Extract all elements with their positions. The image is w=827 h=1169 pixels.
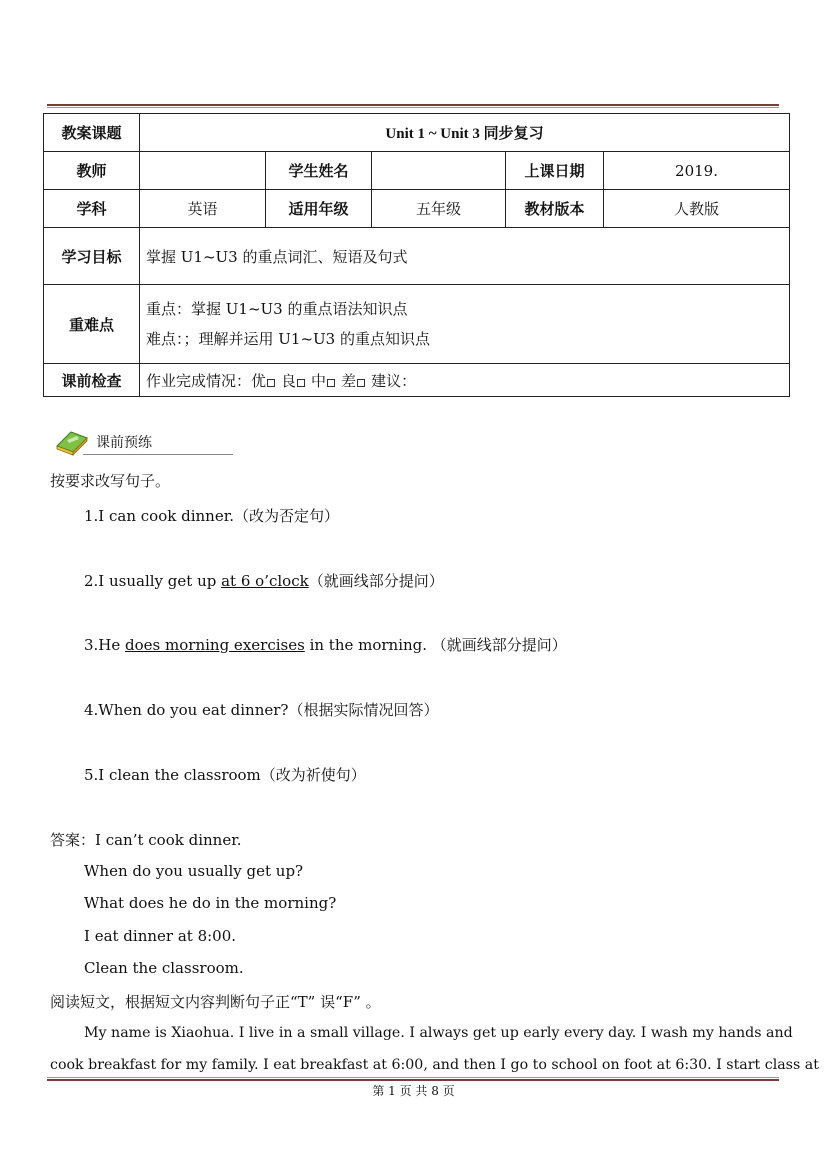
check-option-fair: 中 [311,371,327,390]
lesson-plan-table [43,113,790,397]
key-label: 重难点 [44,285,140,364]
edition-value: 人教版 [604,190,790,228]
title-label: 教案课题 [44,114,140,152]
section-title: 课前预练 [96,435,152,451]
pencil-book-icon [53,428,93,456]
checkbox-good[interactable] [297,379,305,387]
bottom-rule [47,1077,779,1081]
section-header [53,428,193,456]
answers-label: 答案： [50,831,96,849]
question-4: 4.When do you eat dinner?（根据实际情况回答） [84,701,439,719]
check-suffix: 建议： [371,371,417,390]
goal-label: 学习目标 [44,228,140,285]
difficult-point: 难点：；理解并运用 U1~U3 的重点知识点 [146,330,430,348]
answer-3: What does he do in the morning? [84,894,337,912]
question-3: 3.He does morning exercises in the morning. （就画线部分提问） [84,636,567,654]
answer-5: Clean the classroom. [84,959,244,977]
grade-label: 适用年级 [266,190,372,228]
check-prefix: 作业完成情况： [146,371,252,390]
edition-label: 教材版本 [506,190,604,228]
date-value: 2019. [604,152,790,190]
check-option-poor: 差 [341,371,357,390]
lesson-title: Unit 1 ~ Unit 3 同步复习 [140,114,790,152]
checkbox-poor[interactable] [357,379,365,387]
q2-underlined: at 6 o’clock [221,572,309,590]
subject-label: 学科 [44,190,140,228]
q3-underlined: does morning exercises [125,636,305,654]
page-footer: 第 1 页 共 8 页 [372,1084,455,1098]
student-value [372,152,506,190]
check-option-good: 良 [281,371,297,390]
student-label: 学生姓名 [266,152,372,190]
check-label: 课前检查 [44,364,140,397]
reading-line-1: My name is Xiaohua. I live in a small village. I always get up early every day. I wash my hands and [84,1025,793,1041]
goal-value: 掌握 U1~U3 的重点词汇、短语及句式 [140,228,790,285]
key-point: 重点：掌握 U1~U3 的重点语法知识点 [146,300,408,318]
key-points [140,285,790,364]
teacher-value [140,152,266,190]
question-5: 5.I clean the classroom（改为祈使句） [84,766,366,784]
check-option-excellent: 优 [251,371,267,390]
reading-line-2: cook breakfast for my family. I eat breakfast at 6:00, and then I go to school on foot at 6:30. I start class at [50,1057,819,1073]
exercise-instruction: 按要求改写句子。 [50,472,171,490]
grade-value: 五年级 [372,190,506,228]
reading-instruction: 阅读短文，根据短文内容判断句子正“T” 误“F” 。 [50,993,381,1011]
question-1: 1.I can cook dinner.（改为否定句） [84,507,339,525]
answer-2: When do you usually get up? [84,862,304,880]
teacher-label: 教师 [44,152,140,190]
checkbox-fair[interactable] [327,379,335,387]
section-underline [83,454,233,455]
answer-4: I eat dinner at 8:00. [84,927,237,945]
answers-first [50,829,242,850]
answer-1: I can’t cook dinner. [95,831,242,849]
subject-value: 英语 [140,190,266,228]
question-2: 2.I usually get up at 6 o’clock（就画线部分提问） [84,572,444,590]
date-label: 上课日期 [506,152,604,190]
top-rule [47,104,779,108]
checkbox-excellent[interactable] [267,379,275,387]
check-row [140,364,790,397]
